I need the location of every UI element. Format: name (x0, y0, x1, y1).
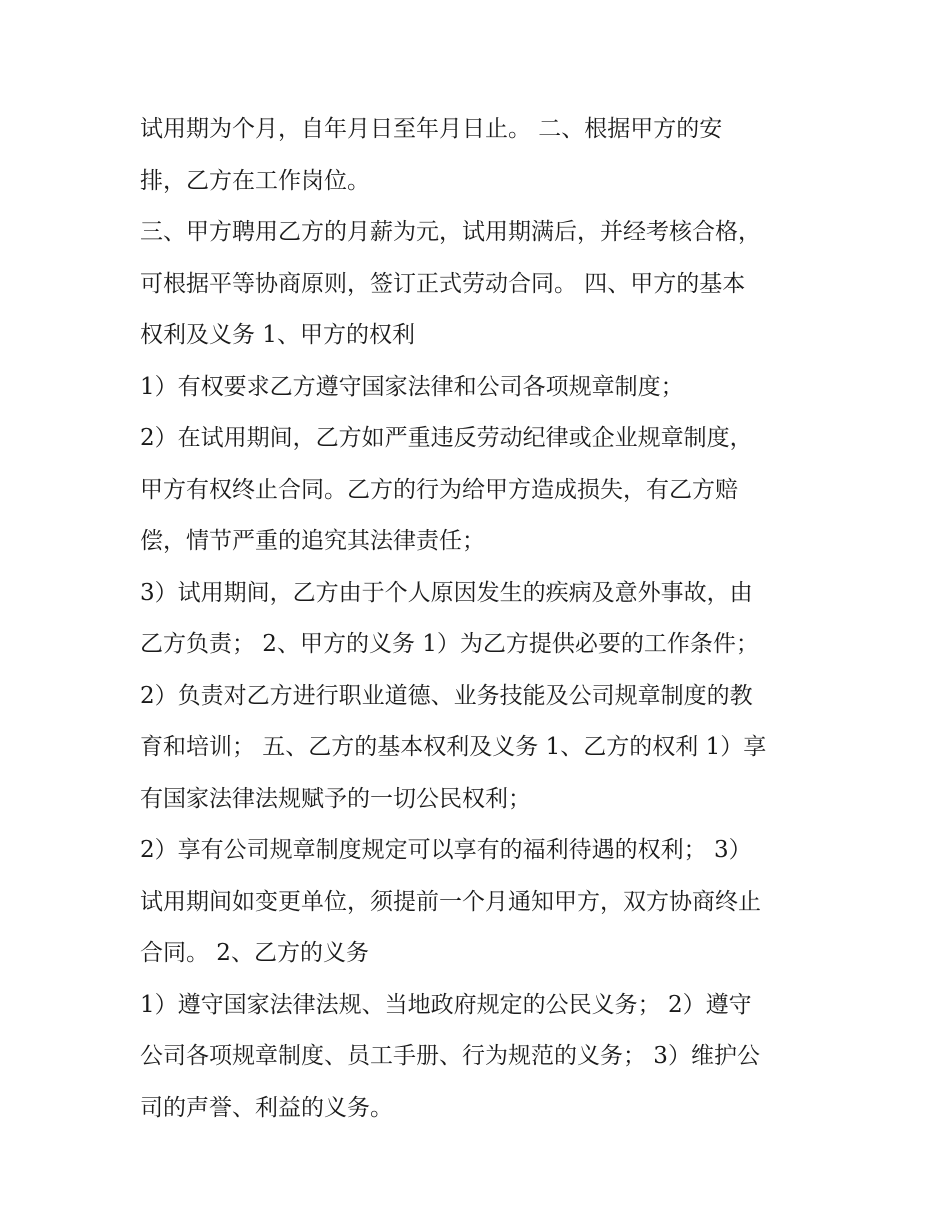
text-line: 权利及义务 1、甲方的权利 (140, 322, 415, 348)
text-line: 育和培训； 五、乙方的基本权利及义务 1、乙方的权利 1）享 (140, 734, 767, 760)
text-line: 2）在试用期间，乙方如严重违反劳动纪律或企业规章制度， (140, 425, 753, 451)
text-line: 1）遵守国家法律法规、当地政府规定的公民义务； 2）遵守 (140, 991, 752, 1018)
text-line: 试用期间如变更单位，须提前一个月通知甲方，双方协商终止 (140, 888, 761, 915)
text-line: 排，乙方在工作岗位。 (140, 167, 370, 194)
text-line: 试用期为个月，自年月日至年月日止。 二、根据甲方的安 (140, 116, 723, 142)
text-line: 公司各项规章制度、员工手册、行为规范的义务； 3）维护公 (140, 1043, 760, 1069)
text-line: 甲方有权终止合同。乙方的行为给甲方造成损失，有乙方赔 (140, 476, 738, 503)
text-line: 偿，情节严重的追究其法律责任； (140, 528, 485, 554)
document-body (140, 104, 820, 1134)
text-line: 司的声誉、利益的义务。 (140, 1094, 393, 1121)
text-line: 有国家法律法规赋予的一切公民权利； (140, 785, 531, 812)
text-line: 3）试用期间，乙方由于个人原因发生的疾病及意外事故，由 (140, 579, 753, 606)
text-line: 乙方负责； 2、甲方的义务 1）为乙方提供必要的工作条件； (140, 631, 759, 657)
text-line: 三、甲方聘用乙方的月薪为元，试用期满后，并经考核合格， (140, 219, 761, 245)
text-line: 合同。 2、乙方的义务 (140, 940, 369, 966)
text-line: 2）负责对乙方进行职业道德、业务技能及公司规章制度的教 (140, 682, 753, 709)
text-line: 2）享有公司规章制度规定可以享有的福利待遇的权利； 3） (140, 837, 752, 863)
text-line: 可根据平等协商原则，签订正式劳动合同。 四、甲方的基本 (140, 270, 746, 297)
text-line: 1）有权要求乙方遵守国家法律和公司各项规章制度； (140, 373, 684, 400)
